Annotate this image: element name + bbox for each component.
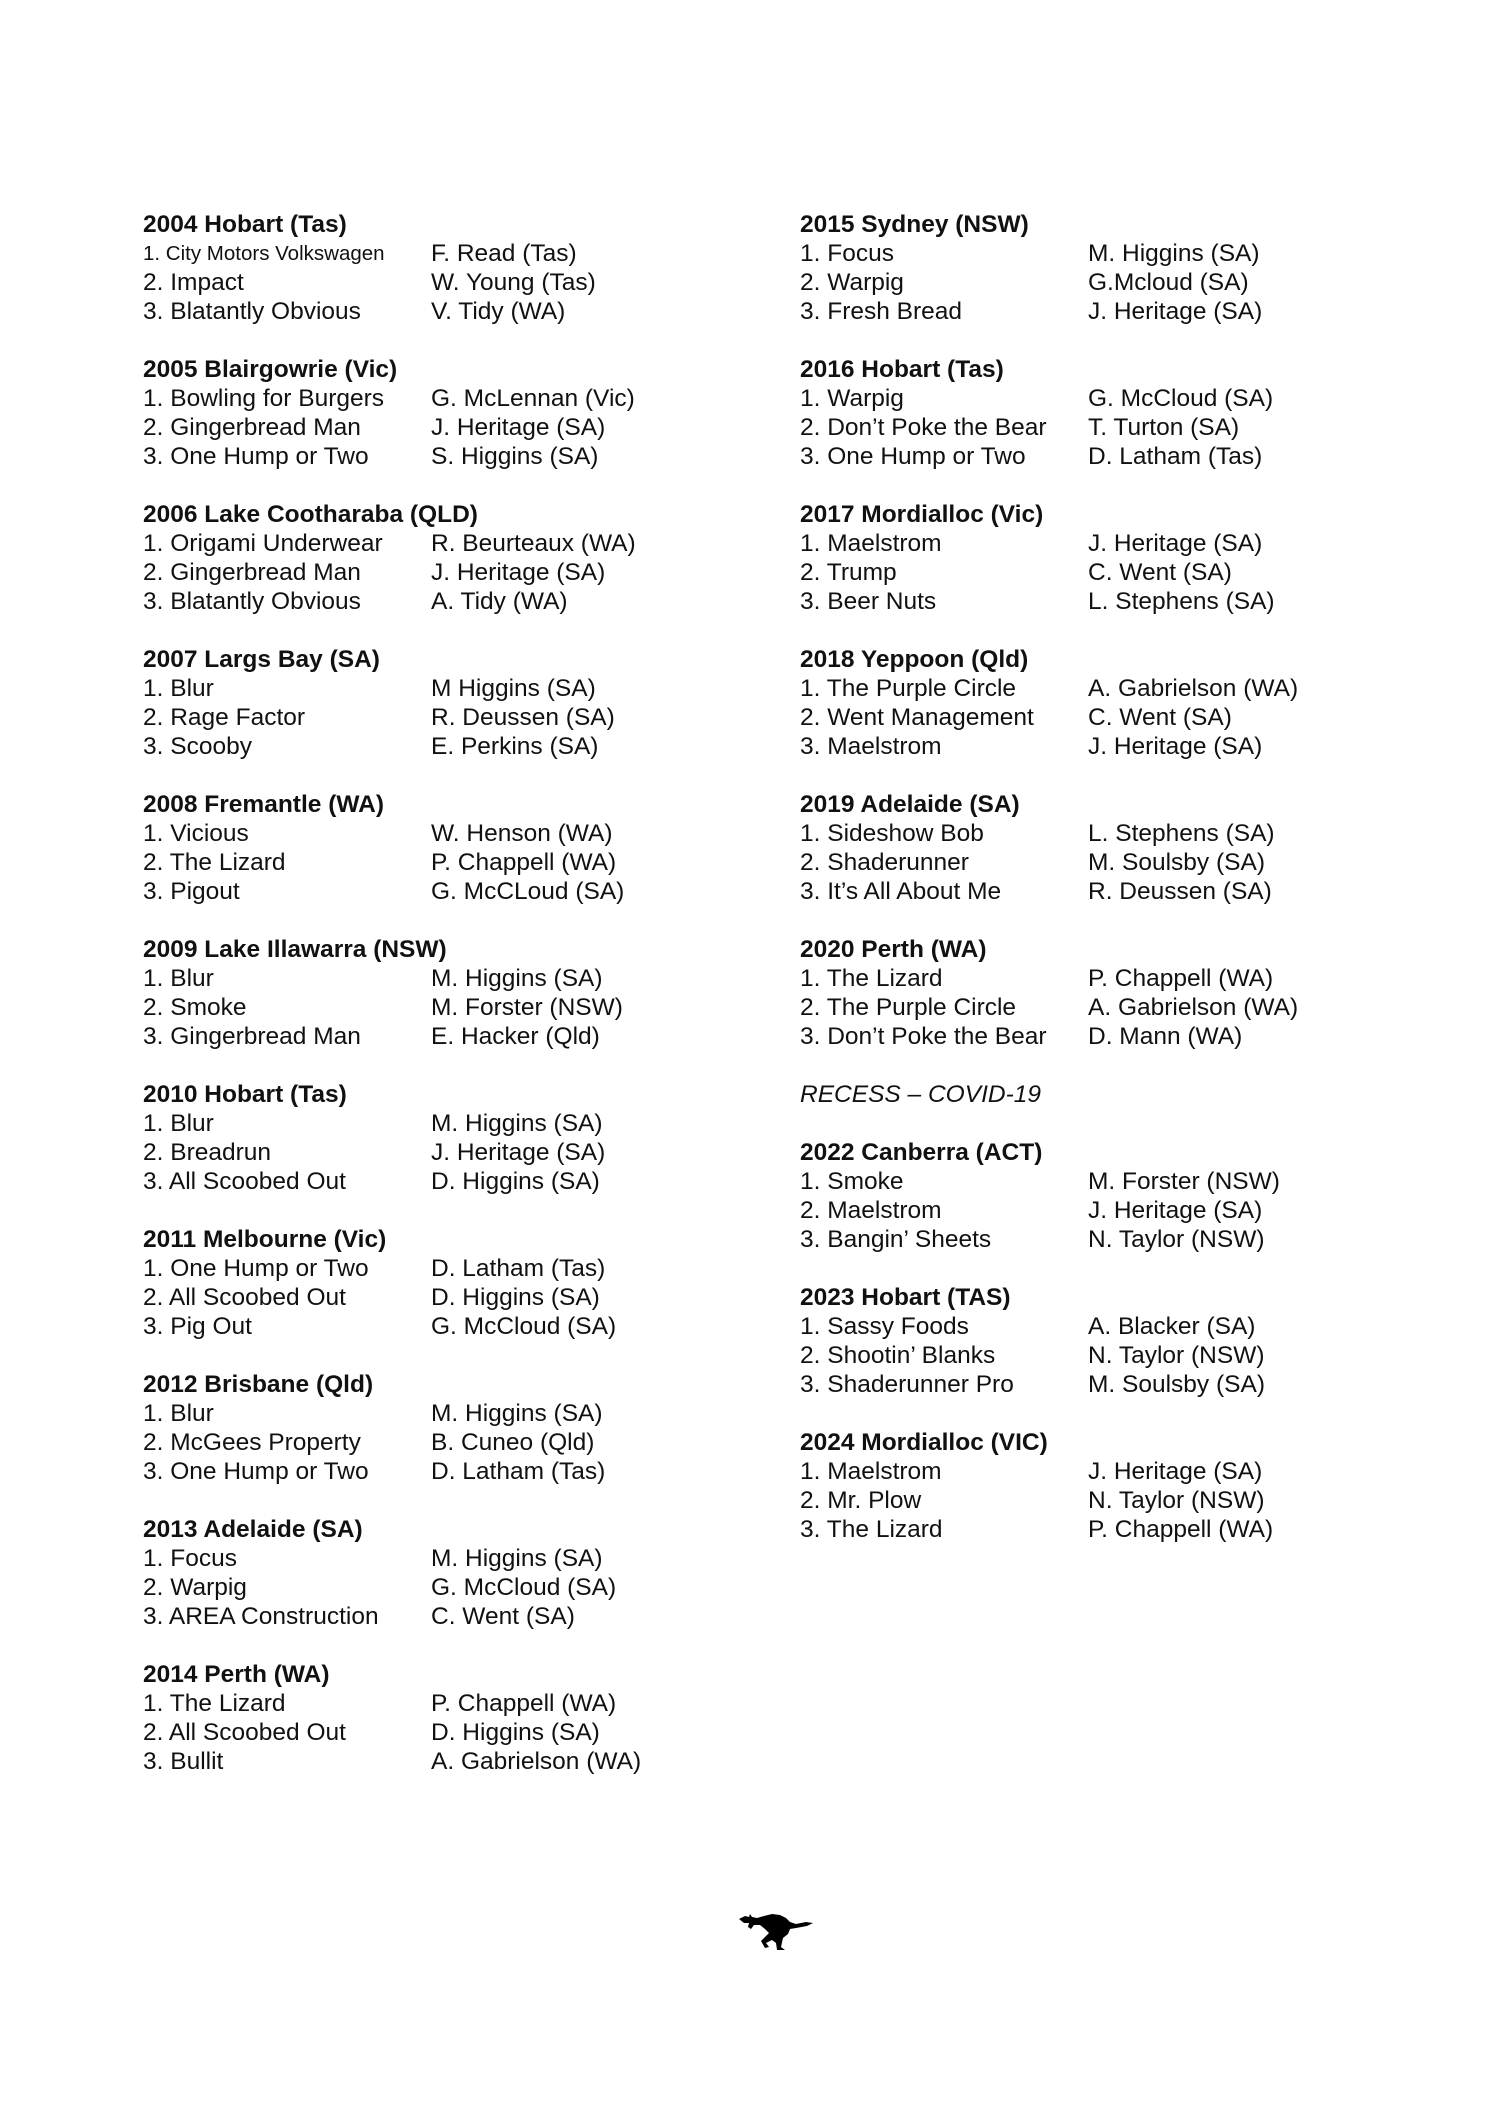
- boat-placing: 2. Rage Factor: [143, 704, 306, 731]
- skipper-name: V. Tidy (WA): [431, 298, 566, 325]
- boat-placing: 1. The Purple Circle: [800, 675, 1017, 702]
- result-row: [143, 442, 733, 471]
- boat-placing: 3. Gingerbread Man: [143, 1023, 361, 1050]
- skipper-name: W. Henson (WA): [431, 820, 613, 847]
- boat-placing: 3. Blatantly Obvious: [143, 298, 361, 325]
- result-row: [800, 703, 1420, 732]
- championship-block: [800, 1283, 1420, 1399]
- skipper-name: W. Young (Tas): [431, 269, 596, 296]
- result-row: [143, 703, 733, 732]
- skipper-name: B. Cuneo (Qld): [431, 1429, 595, 1456]
- boat-placing: 1. Smoke: [800, 1168, 904, 1195]
- skipper-name: R. Deussen (SA): [431, 704, 615, 731]
- skipper-name: M. Higgins (SA): [431, 1545, 603, 1572]
- championship-title: 2011 Melbourne (Vic): [143, 1226, 387, 1253]
- result-row: [143, 1689, 733, 1718]
- result-row: [800, 413, 1420, 442]
- result-row: [800, 1370, 1420, 1399]
- skipper-name: D. Mann (WA): [1088, 1023, 1243, 1050]
- result-row: [143, 413, 733, 442]
- result-row: [800, 297, 1420, 326]
- championship-block: [143, 1225, 733, 1341]
- championship-block: [800, 1138, 1420, 1254]
- result-row: [143, 1718, 733, 1747]
- skipper-name: M. Forster (NSW): [1088, 1168, 1280, 1195]
- skipper-name: L. Stephens (SA): [1088, 588, 1275, 615]
- boat-placing: 3. Scooby: [143, 733, 252, 760]
- result-row: [800, 993, 1420, 1022]
- skipper-name: N. Taylor (NSW): [1088, 1342, 1265, 1369]
- boat-placing: 3. It’s All About Me: [800, 878, 1002, 905]
- skipper-name: M. Soulsby (SA): [1088, 849, 1265, 876]
- skipper-name: S. Higgins (SA): [431, 443, 599, 470]
- result-row: [143, 848, 733, 877]
- championship-title: 2023 Hobart (TAS): [800, 1284, 1011, 1311]
- result-row: [143, 297, 733, 326]
- boat-placing: 1. Warpig: [800, 385, 904, 412]
- boat-placing: 2. McGees Property: [143, 1429, 361, 1456]
- boat-placing: 2. Impact: [143, 269, 244, 296]
- skipper-name: N. Taylor (NSW): [1088, 1226, 1265, 1253]
- boat-placing: 1. Blur: [143, 1110, 214, 1137]
- boat-placing: 1. Maelstrom: [800, 1458, 942, 1485]
- result-row: [800, 732, 1420, 761]
- result-row: [143, 1544, 733, 1573]
- championship-title: 2018 Yeppoon (Qld): [800, 646, 1029, 673]
- results-column-left: [143, 210, 733, 1805]
- boat-placing: 1. Sassy Foods: [800, 1313, 969, 1340]
- boat-placing: 3. One Hump or Two: [143, 1458, 369, 1485]
- result-row: [143, 1399, 733, 1428]
- skipper-name: M. Higgins (SA): [1088, 240, 1260, 267]
- result-row: [800, 674, 1420, 703]
- skipper-name: M. Soulsby (SA): [1088, 1371, 1265, 1398]
- skipper-name: F. Read (Tas): [431, 240, 577, 267]
- boat-placing: 2. Went Management: [800, 704, 1034, 731]
- boat-placing: 1. Sideshow Bob: [800, 820, 984, 847]
- result-row: [143, 529, 733, 558]
- championship-title: 2013 Adelaide (SA): [143, 1516, 363, 1543]
- championship-title: 2007 Largs Bay (SA): [143, 646, 380, 673]
- boat-placing: 2. Warpig: [800, 269, 904, 296]
- result-row: [143, 1312, 733, 1341]
- skipper-name: T. Turton (SA): [1088, 414, 1240, 441]
- skipper-name: L. Stephens (SA): [1088, 820, 1275, 847]
- skipper-name: G.Mcloud (SA): [1088, 269, 1249, 296]
- boat-placing: 1. Focus: [143, 1545, 237, 1572]
- championship-block: [800, 210, 1420, 326]
- kangaroo-icon: [736, 1902, 814, 1952]
- boat-placing: 3. Bangin’ Sheets: [800, 1226, 992, 1253]
- skipper-name: G. McCloud (SA): [431, 1313, 617, 1340]
- result-row: [143, 268, 733, 297]
- boat-placing: 2. Shootin’ Blanks: [800, 1342, 996, 1369]
- championship-title: 2009 Lake Illawarra (NSW): [143, 936, 447, 963]
- boat-placing: 3. Pigout: [143, 878, 240, 905]
- skipper-name: G. McCloud (SA): [1088, 385, 1274, 412]
- result-row: [143, 1428, 733, 1457]
- skipper-name: P. Chappell (WA): [431, 1690, 617, 1717]
- boat-placing: 2. Trump: [800, 559, 897, 586]
- championship-block: [143, 1080, 733, 1196]
- skipper-name: M. Higgins (SA): [431, 965, 603, 992]
- result-row: [800, 877, 1420, 906]
- boat-placing: 2. Don’t Poke the Bear: [800, 414, 1047, 441]
- result-row: [143, 1022, 733, 1051]
- result-row: [143, 1109, 733, 1138]
- boat-placing: 2. All Scoobed Out: [143, 1284, 346, 1311]
- result-row: [143, 674, 733, 703]
- boat-placing: 1. Focus: [800, 240, 894, 267]
- skipper-name: A. Gabrielson (WA): [431, 1748, 642, 1775]
- championship-title: 2020 Perth (WA): [800, 936, 987, 963]
- championship-title: 2008 Fremantle (WA): [143, 791, 384, 818]
- result-row: [800, 558, 1420, 587]
- boat-placing: 2. Smoke: [143, 994, 247, 1021]
- championship-block: [800, 500, 1420, 616]
- boat-placing: 3. The Lizard: [800, 1516, 943, 1543]
- boat-placing: 3. Maelstrom: [800, 733, 942, 760]
- boat-placing: 1. The Lizard: [143, 1690, 286, 1717]
- boat-placing: 2. All Scoobed Out: [143, 1719, 346, 1746]
- championship-block: [143, 645, 733, 761]
- skipper-name: M. Higgins (SA): [431, 1400, 603, 1427]
- result-row: [800, 1196, 1420, 1225]
- skipper-name: J. Heritage (SA): [431, 559, 606, 586]
- championship-block: [800, 790, 1420, 906]
- result-row: [143, 819, 733, 848]
- recess-note: RECESS – COVID-19: [800, 1081, 1041, 1108]
- skipper-name: J. Heritage (SA): [1088, 530, 1263, 557]
- boat-placing: 1. Blur: [143, 965, 214, 992]
- boat-placing: 3. Shaderunner Pro: [800, 1371, 1014, 1398]
- skipper-name: P. Chappell (WA): [1088, 965, 1274, 992]
- boat-placing: 1. The Lizard: [800, 965, 943, 992]
- skipper-name: D. Latham (Tas): [431, 1458, 606, 1485]
- boat-placing: 2. Maelstrom: [800, 1197, 942, 1224]
- result-row: [143, 1138, 733, 1167]
- skipper-name: M Higgins (SA): [431, 675, 596, 702]
- boat-placing: 3. One Hump or Two: [800, 443, 1026, 470]
- skipper-name: C. Went (SA): [431, 1603, 575, 1630]
- result-row: [143, 1457, 733, 1486]
- championship-block: [143, 500, 733, 616]
- boat-placing: 3. Pig Out: [143, 1313, 252, 1340]
- skipper-name: R. Deussen (SA): [1088, 878, 1272, 905]
- championship-block: [143, 935, 733, 1051]
- boat-placing: 2. Gingerbread Man: [143, 559, 361, 586]
- boat-placing: 3. Fresh Bread: [800, 298, 963, 325]
- championship-block: [800, 355, 1420, 471]
- skipper-name: M. Higgins (SA): [431, 1110, 603, 1137]
- skipper-name: E. Hacker (Qld): [431, 1023, 600, 1050]
- championship-block: [143, 210, 733, 326]
- boat-placing: 1. One Hump or Two: [143, 1255, 369, 1282]
- championship-block: [800, 1428, 1420, 1544]
- boat-placing: 3. Bullit: [143, 1748, 224, 1775]
- skipper-name: R. Beurteaux (WA): [431, 530, 636, 557]
- skipper-name: E. Perkins (SA): [431, 733, 599, 760]
- championship-title: 2014 Perth (WA): [143, 1661, 330, 1688]
- boat-placing: 1. Bowling for Burgers: [143, 385, 385, 412]
- skipper-name: C. Went (SA): [1088, 559, 1232, 586]
- boat-placing: 2. The Purple Circle: [800, 994, 1017, 1021]
- result-row: [800, 1167, 1420, 1196]
- skipper-name: P. Chappell (WA): [1088, 1516, 1274, 1543]
- skipper-name: P. Chappell (WA): [431, 849, 617, 876]
- boat-placing: 3. Beer Nuts: [800, 588, 937, 615]
- result-row: [800, 384, 1420, 413]
- result-row: [143, 1254, 733, 1283]
- boat-placing: 2. Breadrun: [143, 1139, 272, 1166]
- skipper-name: D. Latham (Tas): [1088, 443, 1263, 470]
- championship-block: [143, 1370, 733, 1486]
- championship-block: [143, 790, 733, 906]
- skipper-name: A. Gabrielson (WA): [1088, 675, 1299, 702]
- boat-placing: 2. Shaderunner: [800, 849, 969, 876]
- championship-block: [143, 1515, 733, 1631]
- boat-placing: 2. The Lizard: [143, 849, 286, 876]
- skipper-name: D. Higgins (SA): [431, 1284, 600, 1311]
- boat-placing: 1. Origami Underwear: [143, 530, 383, 557]
- boat-placing: 2. Warpig: [143, 1574, 247, 1601]
- result-row: [143, 384, 733, 413]
- result-row: [143, 1167, 733, 1196]
- skipper-name: G. McCLoud (SA): [431, 878, 625, 905]
- result-row: [800, 1341, 1420, 1370]
- skipper-name: D. Higgins (SA): [431, 1168, 600, 1195]
- championship-block: [143, 1660, 733, 1776]
- championship-title: 2010 Hobart (Tas): [143, 1081, 347, 1108]
- skipper-name: A. Tidy (WA): [431, 588, 568, 615]
- skipper-name: J. Heritage (SA): [1088, 733, 1263, 760]
- skipper-name: A. Gabrielson (WA): [1088, 994, 1299, 1021]
- championship-block: [800, 935, 1420, 1051]
- championship-block: [143, 355, 733, 471]
- championship-title: 2004 Hobart (Tas): [143, 211, 347, 238]
- boat-placing: 1. Blur: [143, 1400, 214, 1427]
- boat-placing: 1. Blur: [143, 675, 214, 702]
- boat-placing: 1. City Motors Volkswagen: [143, 242, 385, 265]
- result-row: [143, 1573, 733, 1602]
- championship-title: 2016 Hobart (Tas): [800, 356, 1004, 383]
- championship-title: 2017 Mordialloc (Vic): [800, 501, 1044, 528]
- boat-placing: 3. Don’t Poke the Bear: [800, 1023, 1047, 1050]
- result-row: [800, 1225, 1420, 1254]
- result-row: [800, 442, 1420, 471]
- boat-placing: 3. Blatantly Obvious: [143, 588, 361, 615]
- skipper-name: J. Heritage (SA): [1088, 298, 1263, 325]
- championship-title: 2012 Brisbane (Qld): [143, 1371, 374, 1398]
- result-row: [800, 529, 1420, 558]
- boat-placing: 1. Maelstrom: [800, 530, 942, 557]
- result-row: [143, 732, 733, 761]
- result-row: [800, 587, 1420, 616]
- result-row: [143, 877, 733, 906]
- skipper-name: J. Heritage (SA): [431, 1139, 606, 1166]
- skipper-name: D. Latham (Tas): [431, 1255, 606, 1282]
- result-row: [800, 1515, 1420, 1544]
- championship-title: 2022 Canberra (ACT): [800, 1139, 1043, 1166]
- boat-placing: 3. All Scoobed Out: [143, 1168, 346, 1195]
- result-row: [143, 587, 733, 616]
- championship-title: 2024 Mordialloc (VIC): [800, 1429, 1048, 1456]
- skipper-name: J. Heritage (SA): [1088, 1458, 1263, 1485]
- skipper-name: J. Heritage (SA): [431, 414, 606, 441]
- skipper-name: J. Heritage (SA): [1088, 1197, 1263, 1224]
- skipper-name: C. Went (SA): [1088, 704, 1232, 731]
- skipper-name: N. Taylor (NSW): [1088, 1487, 1265, 1514]
- result-row: [143, 558, 733, 587]
- boat-placing: 1. Vicious: [143, 820, 249, 847]
- result-row: [143, 1747, 733, 1776]
- championship-title: 2015 Sydney (NSW): [800, 211, 1029, 238]
- result-row: [143, 1283, 733, 1312]
- result-row: [800, 1022, 1420, 1051]
- skipper-name: G. McCloud (SA): [431, 1574, 617, 1601]
- result-row: [800, 848, 1420, 877]
- skipper-name: M. Forster (NSW): [431, 994, 623, 1021]
- skipper-name: G. McLennan (Vic): [431, 385, 635, 412]
- result-row: [800, 239, 1420, 268]
- result-row: [143, 1602, 733, 1631]
- championship-title: 2019 Adelaide (SA): [800, 791, 1020, 818]
- result-row: [800, 819, 1420, 848]
- result-row: [143, 239, 733, 268]
- championship-title: 2005 Blairgowrie (Vic): [143, 356, 398, 383]
- result-row: [800, 268, 1420, 297]
- boat-placing: 2. Gingerbread Man: [143, 414, 361, 441]
- results-column-right: [800, 210, 1420, 1573]
- result-row: [800, 964, 1420, 993]
- boat-placing: 2. Mr. Plow: [800, 1487, 922, 1514]
- boat-placing: 3. One Hump or Two: [143, 443, 369, 470]
- championship-block: [800, 645, 1420, 761]
- skipper-name: D. Higgins (SA): [431, 1719, 600, 1746]
- result-row: [143, 993, 733, 1022]
- result-row: [800, 1312, 1420, 1341]
- result-row: [800, 1457, 1420, 1486]
- skipper-name: A. Blacker (SA): [1088, 1313, 1256, 1340]
- result-row: [800, 1486, 1420, 1515]
- boat-placing: 3. AREA Construction: [143, 1603, 379, 1630]
- result-row: [143, 964, 733, 993]
- championship-title: 2006 Lake Cootharaba (QLD): [143, 501, 478, 528]
